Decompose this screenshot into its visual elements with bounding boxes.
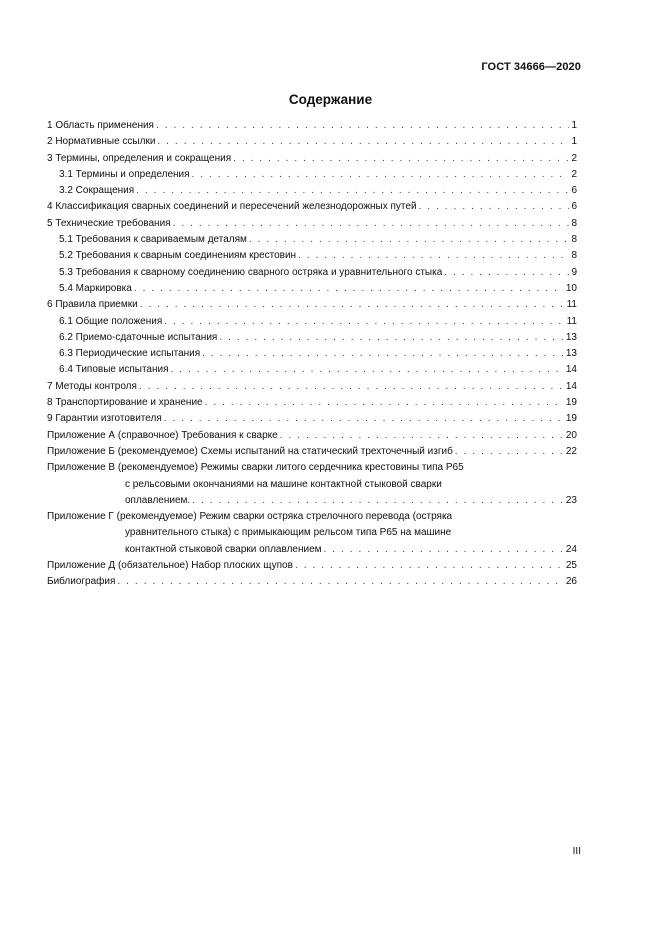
dot-leader xyxy=(444,265,569,281)
toc-page-number: 25 xyxy=(565,560,577,572)
toc-entry[interactable] xyxy=(47,199,577,215)
toc-entry-text: Приложение Г (рекомендуемое) Режим сварки остряка стрелочного перевода (остряка xyxy=(47,511,453,523)
dot-leader xyxy=(219,330,564,346)
page-number: III xyxy=(572,846,581,857)
toc-entry[interactable] xyxy=(47,216,577,232)
toc-entry-text: 6.2 Приемо-сдаточные испытания xyxy=(59,331,218,343)
toc-entry[interactable] xyxy=(47,346,577,362)
toc-entry-text: Библиография xyxy=(47,576,116,588)
toc-page-number: 19 xyxy=(565,413,577,425)
toc-entry-text: 9 Гарантии изготовителя xyxy=(47,413,162,425)
dot-leader xyxy=(249,232,570,248)
toc-page-number: 11 xyxy=(566,299,577,311)
toc-entry[interactable] xyxy=(47,183,577,199)
toc-entry-text: 3 Термины, определения и сокращения xyxy=(47,152,232,164)
page-title: Содержание xyxy=(288,92,373,107)
toc-page-number: 11 xyxy=(566,315,577,327)
toc-entry-text: 3.2 Сокращения xyxy=(59,185,135,197)
toc-page-number: 10 xyxy=(565,282,577,294)
toc-entry[interactable] xyxy=(47,265,577,281)
toc-entry[interactable] xyxy=(47,395,577,411)
toc-entry[interactable] xyxy=(47,444,577,460)
toc-entry-text: Приложение Б (рекомендуемое) Схемы испытаний на статический трехточечный изгиб xyxy=(47,445,453,457)
toc-entry-text: Приложение Д (обязательное) Набор плоских щупов xyxy=(47,560,293,572)
toc-page-number: 8 xyxy=(571,217,577,229)
dot-leader xyxy=(295,558,564,574)
toc-page-number: 2 xyxy=(571,152,577,164)
toc-page-number: 8 xyxy=(571,250,577,262)
toc-entry-text: 7 Методы контроля xyxy=(47,380,137,392)
dot-leader xyxy=(192,493,564,509)
toc-entry-text: 6.3 Периодические испытания xyxy=(59,348,201,360)
toc-entry[interactable] xyxy=(47,281,577,297)
dot-leader xyxy=(205,395,564,411)
dot-leader xyxy=(136,183,569,199)
dot-leader xyxy=(455,444,564,460)
toc-page-number: 8 xyxy=(571,234,577,246)
dot-leader xyxy=(164,314,564,330)
toc-entry-text: 6 Правила приемки xyxy=(47,299,138,311)
toc-page-number: 14 xyxy=(565,364,577,376)
toc-entry[interactable] xyxy=(47,232,577,248)
toc-entry-text: оплавлением. xyxy=(125,494,191,506)
toc-page-number: 13 xyxy=(565,348,577,360)
dot-leader xyxy=(140,297,565,313)
dot-leader xyxy=(324,542,564,558)
dot-leader xyxy=(139,379,564,395)
toc-entry[interactable] xyxy=(47,460,577,509)
toc-entry-text: контактной стыковой сварки оплавлением xyxy=(125,543,322,555)
dot-leader xyxy=(280,428,564,444)
toc-entry-text: 8 Транспортирование и хранение xyxy=(47,397,203,409)
toc-entry-text: 6.1 Общие положения xyxy=(59,315,163,327)
dot-leader xyxy=(117,574,563,590)
dot-leader xyxy=(134,281,564,297)
toc-entry-text: 5 Технические требования xyxy=(47,217,171,229)
dot-leader xyxy=(173,216,570,232)
toc-page-number: 20 xyxy=(565,429,577,441)
document-code: ГОСТ 34666—2020 xyxy=(481,61,581,73)
dot-leader xyxy=(157,134,569,150)
toc-entry-text: 5.2 Требования к сварным соединениям крестовин xyxy=(59,250,297,262)
toc-entry[interactable] xyxy=(47,330,577,346)
toc-entry[interactable] xyxy=(47,248,577,264)
toc-entry[interactable] xyxy=(47,379,577,395)
toc-entry-text: 2 Нормативные ссылки xyxy=(47,136,156,148)
toc-entry[interactable] xyxy=(47,509,577,558)
toc-entry-text: 3.1 Термины и определения xyxy=(59,168,190,180)
dot-leader xyxy=(202,346,564,362)
toc-entry-text: 5.1 Требования к свариваемым деталям xyxy=(59,234,247,246)
toc-page-number: 2 xyxy=(571,168,577,180)
toc-page-number: 22 xyxy=(565,445,577,457)
toc-page-number: 23 xyxy=(565,494,577,506)
toc-entry[interactable] xyxy=(47,558,577,574)
toc-entry-text: 5.3 Требования к сварному соединению сварного остряка и уравнительного стыка xyxy=(59,266,443,278)
toc-entry-text: 5.4 Маркировка xyxy=(59,282,132,294)
toc-entry[interactable] xyxy=(47,134,577,150)
dot-leader xyxy=(419,199,570,215)
toc-entry-text: уравнительного стыка) с примыкающим рельсом типа Р65 на машине xyxy=(125,527,452,539)
toc-entry[interactable] xyxy=(47,314,577,330)
dot-leader xyxy=(164,411,564,427)
toc-entry[interactable] xyxy=(47,297,577,313)
toc-page-number: 6 xyxy=(571,185,577,197)
table-of-contents xyxy=(47,118,577,591)
toc-entry[interactable] xyxy=(47,151,577,167)
toc-entry-text: 1 Область применения xyxy=(47,120,154,131)
toc-page-number: 14 xyxy=(565,380,577,392)
toc-page-number: 24 xyxy=(565,543,577,555)
toc-page-number: 9 xyxy=(571,266,577,278)
toc-entry[interactable] xyxy=(47,167,577,183)
dot-leader xyxy=(233,151,569,167)
dot-leader xyxy=(192,167,570,183)
toc-page-number: 1 xyxy=(571,136,577,148)
toc-entry[interactable] xyxy=(47,428,577,444)
dot-leader xyxy=(298,248,569,264)
toc-entry-text: с рельсовыми окончаниями на машине контактной стыковой сварки xyxy=(125,478,442,490)
toc-entry[interactable] xyxy=(47,362,577,378)
toc-entry-text: Приложение А (справочное) Требования к сварке xyxy=(47,429,278,441)
toc-page-number: 6 xyxy=(571,201,577,213)
toc-entry-text: 6.4 Типовые испытания xyxy=(59,364,169,376)
toc-page-number: 13 xyxy=(565,331,577,343)
toc-entry-text: 4 Классификация сварных соединений и пересечений железнодорожных путей xyxy=(47,201,417,213)
toc-entry[interactable] xyxy=(47,118,577,134)
toc-page-number: 1 xyxy=(571,120,577,131)
toc-entry[interactable] xyxy=(47,574,577,590)
toc-page-number: 19 xyxy=(565,397,577,409)
toc-page-number: 26 xyxy=(565,576,577,588)
dot-leader xyxy=(156,118,569,134)
toc-entry-text: Приложение В (рекомендуемое) Режимы сварки литого сердечника крестовины типа Р65 xyxy=(47,462,464,474)
toc-entry[interactable] xyxy=(47,411,577,427)
dot-leader xyxy=(171,362,564,378)
